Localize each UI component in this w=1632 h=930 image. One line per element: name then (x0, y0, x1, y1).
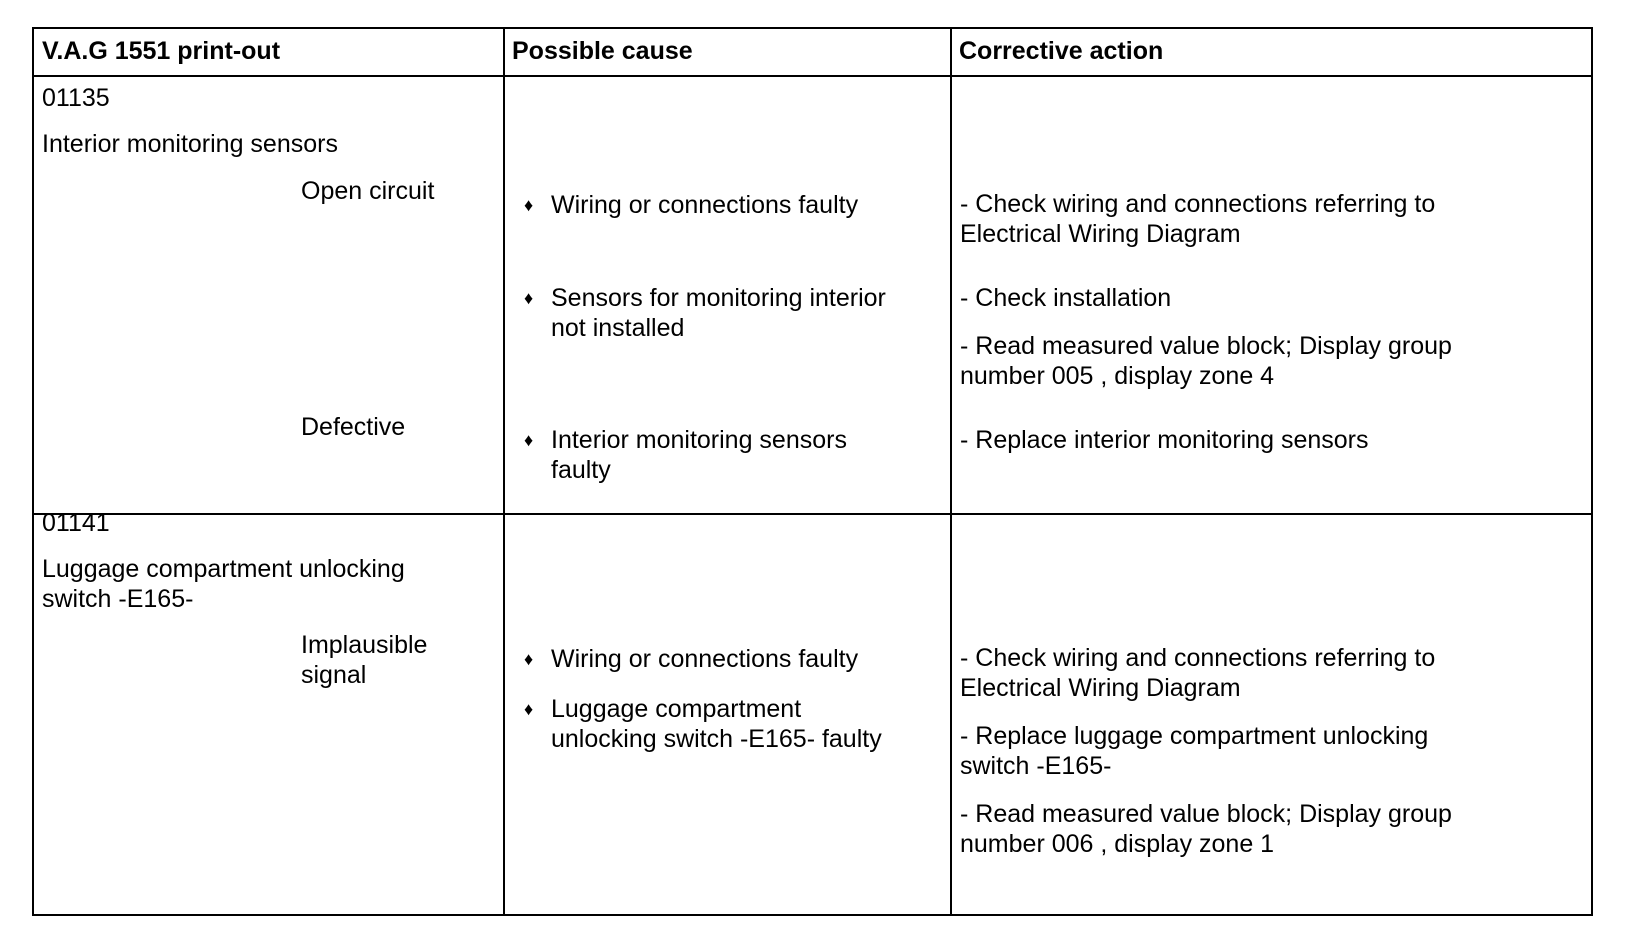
bullet-icon: ♦ (524, 195, 534, 215)
fault-code: 01141 (42, 509, 110, 537)
component-name: Interior monitoring sensors (42, 130, 338, 158)
action-text: - Check installation (960, 284, 1172, 312)
action-text: number 005 , display zone 4 (960, 362, 1275, 390)
header-printout: V.A.G 1551 print-out (42, 37, 281, 65)
fault-table (32, 27, 1593, 916)
column-divider-1 (503, 29, 505, 914)
fault-code: 01135 (42, 84, 110, 112)
action-text: number 006 , display zone 1 (960, 830, 1275, 858)
action-text: switch -E165- (960, 752, 1112, 780)
action-text: - Replace luggage compartment unlocking (960, 722, 1429, 750)
cause-text: Sensors for monitoring interior (551, 284, 886, 312)
cause-text: Wiring or connections faulty (551, 645, 859, 673)
bullet-icon: ♦ (524, 649, 534, 669)
cause-text: faulty (551, 456, 611, 484)
fault-type: Open circuit (301, 177, 435, 205)
action-text: - Replace interior monitoring sensors (960, 426, 1369, 454)
fault-type: Defective (301, 413, 406, 441)
cause-text: not installed (551, 314, 685, 342)
header-divider (34, 75, 1591, 77)
row-divider (34, 513, 1591, 515)
component-name: switch -E165- (42, 585, 194, 613)
cause-text: Interior monitoring sensors (551, 426, 847, 454)
cause-text: Luggage compartment (551, 695, 802, 723)
fault-type: signal (301, 661, 367, 689)
header-possible-cause: Possible cause (512, 37, 693, 65)
action-text: - Read measured value block; Display group (960, 800, 1452, 828)
bullet-icon: ♦ (524, 699, 534, 719)
cause-text: unlocking switch -E165- faulty (551, 725, 882, 753)
action-text: Electrical Wiring Diagram (960, 220, 1241, 248)
bullet-icon: ♦ (524, 288, 534, 308)
action-text: - Check wiring and connections referring to (960, 644, 1436, 672)
header-corrective-action: Corrective action (959, 37, 1164, 65)
column-divider-2 (950, 29, 952, 914)
bullet-icon: ♦ (524, 430, 534, 450)
action-text: - Read measured value block; Display group (960, 332, 1452, 360)
component-name: Luggage compartment unlocking (42, 555, 405, 583)
action-text: - Check wiring and connections referring to (960, 190, 1436, 218)
action-text: Electrical Wiring Diagram (960, 674, 1241, 702)
fault-type: Implausible (301, 631, 428, 659)
cause-text: Wiring or connections faulty (551, 191, 859, 219)
